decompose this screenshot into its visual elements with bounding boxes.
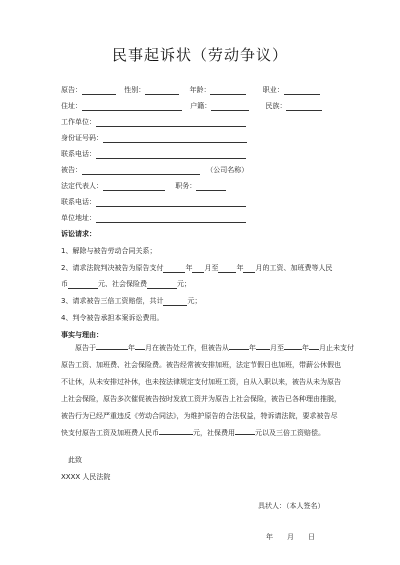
legal-rep-row (61, 182, 226, 191)
id-label: 身份证号码： (61, 134, 103, 142)
claim-2-text-g: 元、社会保险费 (98, 280, 147, 288)
court-name: XXXX 人民法院 (61, 473, 111, 481)
defendant-address-row (61, 214, 246, 223)
facts-paragraph (61, 340, 354, 442)
defendant-phone-field[interactable] (96, 198, 246, 207)
age-field[interactable] (210, 86, 246, 95)
claims-heading: 诉讼请求： (61, 230, 96, 238)
defendant-label: 被告： (61, 166, 82, 174)
claim-2-text-h: 元； (177, 280, 191, 288)
claim-3-text-a: 3、请求被告三倍工资赔偿，共计 (61, 297, 164, 305)
facts-start-month[interactable] (135, 340, 145, 350)
facts-text-6c: 元以及三倍工资赔偿。 (255, 429, 325, 437)
plaintiff-phone-row (61, 150, 246, 159)
facts-line-3: 不让休，从未安排过补休，也未按法律规定支付加班工资，自从入职以来，被告从未为原告 (61, 378, 341, 386)
legal-rep-field[interactable] (103, 182, 165, 191)
plaintiff-row-2 (61, 102, 322, 111)
facts-wage-amount[interactable] (159, 425, 193, 435)
facts-line-2: 原告工资、加班费、社会保险费。被告经常被安排加班，法定节假日也加班，带薪公休假也 (61, 361, 341, 369)
claim-3-text-b: 元； (187, 297, 202, 305)
claim-4: 4、判令被告承担本案诉讼费用。 (61, 314, 164, 322)
facts-unpaid-year-from[interactable] (229, 340, 249, 350)
plaintiff-name-field[interactable] (82, 86, 116, 95)
claim-3 (61, 297, 201, 306)
id-field[interactable] (103, 134, 247, 143)
claim-2-insurance-amount[interactable] (147, 280, 177, 289)
defendant-name-field[interactable] (82, 166, 200, 175)
claim-2-wage-amount[interactable] (68, 280, 98, 289)
claim-2-text-f: 币 (61, 280, 68, 288)
claim-2-text-a: 2、请求法院判决被告为原告支付 (61, 264, 164, 272)
facts-unpaid-year-to[interactable] (284, 340, 302, 350)
plaintiff-row-1 (61, 86, 320, 95)
facts-line-5: 被告行为已经严重违反《劳动合同法》，为维护原告的合法权益，特诉请法院，要求被告尽 (61, 412, 338, 420)
age-label: 年龄： (189, 86, 211, 94)
defendant-row (61, 166, 248, 175)
defendant-address-label: 单位地址： (61, 214, 96, 222)
facts-line-1 (61, 340, 354, 357)
facts-text-1d: 年 (249, 344, 256, 352)
document-title: 民事起诉状（劳动争议） (111, 46, 288, 64)
claim-2-month-from[interactable] (192, 264, 204, 273)
hukou-label: 户籍： (190, 102, 212, 110)
employer-row (61, 118, 246, 127)
claim-2-line-1 (61, 264, 332, 273)
signature-date: 年 月 日 (266, 533, 315, 541)
plaintiff-label: 原告： (61, 86, 82, 94)
facts-line-6 (61, 425, 351, 442)
id-row (61, 134, 247, 143)
job-field[interactable] (284, 86, 320, 95)
claim-2-year-to[interactable] (218, 264, 236, 273)
facts-text-1b: 年 (128, 344, 135, 352)
legal-rep-label: 法定代表人： (61, 182, 103, 190)
employer-label: 工作单位： (61, 118, 96, 126)
facts-text-1f: 年 (302, 344, 309, 352)
facts-line-4: 上社会保险，原告多次催促被告按时发放工资并为原告上社会保险，被告已各种理由推脱， (61, 395, 341, 403)
position-field[interactable] (196, 182, 226, 191)
defendant-address-field[interactable] (96, 214, 246, 223)
claim-2-month-to[interactable] (243, 264, 255, 273)
claim-2-line-2 (61, 280, 191, 289)
claim-2-text-b: 年 (185, 264, 193, 272)
company-note: （公司名称） (206, 166, 249, 174)
claim-2-text-d: 年 (236, 264, 244, 272)
facts-text-1e: 月至 (270, 344, 284, 352)
facts-unpaid-month-from[interactable] (256, 340, 270, 350)
plaintiff-phone-label: 联系电话： (61, 150, 96, 158)
address-label: 住址： (61, 102, 82, 110)
position-label: 职务： (175, 182, 197, 190)
facts-start-year[interactable] (96, 340, 128, 350)
hukou-field[interactable] (211, 102, 249, 111)
employer-field[interactable] (96, 118, 246, 127)
claim-1: 1、解除与被告劳动合同关系； (61, 247, 157, 255)
defendant-phone-label: 联系电话： (61, 198, 96, 206)
claim-2-text-e: 月的工资、加班费等人民 (255, 264, 333, 272)
facts-text-1g: 月止未支付 (319, 344, 354, 352)
address-field[interactable] (82, 102, 182, 111)
facts-text-1c: 月在被告处工作，但被告从 (145, 344, 229, 352)
facts-unpaid-month-to[interactable] (309, 340, 319, 350)
gender-field[interactable] (145, 86, 179, 95)
ci-zhi: 此致 (68, 456, 82, 464)
ethnicity-label: 民族： (265, 102, 287, 110)
claim-2-year-from[interactable] (163, 264, 185, 273)
claim-3-amount[interactable] (163, 297, 187, 306)
ethnicity-field[interactable] (286, 102, 322, 111)
facts-text-6b: 元，社保费用 (193, 429, 235, 437)
defendant-phone-row (61, 198, 246, 207)
facts-text-1a: 原告于 (75, 344, 96, 352)
gender-label: 性别： (124, 86, 146, 94)
facts-text-6a: 快支付原告工资及加班费人民币 (61, 429, 159, 437)
plaintiff-phone-field[interactable] (96, 150, 246, 159)
claim-2-text-c: 月至 (204, 264, 219, 272)
signer-line: 具状人：（本人签名） (258, 502, 325, 510)
facts-heading: 事实与理由： (61, 331, 103, 339)
facts-social-amount[interactable] (235, 425, 255, 435)
job-label: 职业： (262, 86, 284, 94)
